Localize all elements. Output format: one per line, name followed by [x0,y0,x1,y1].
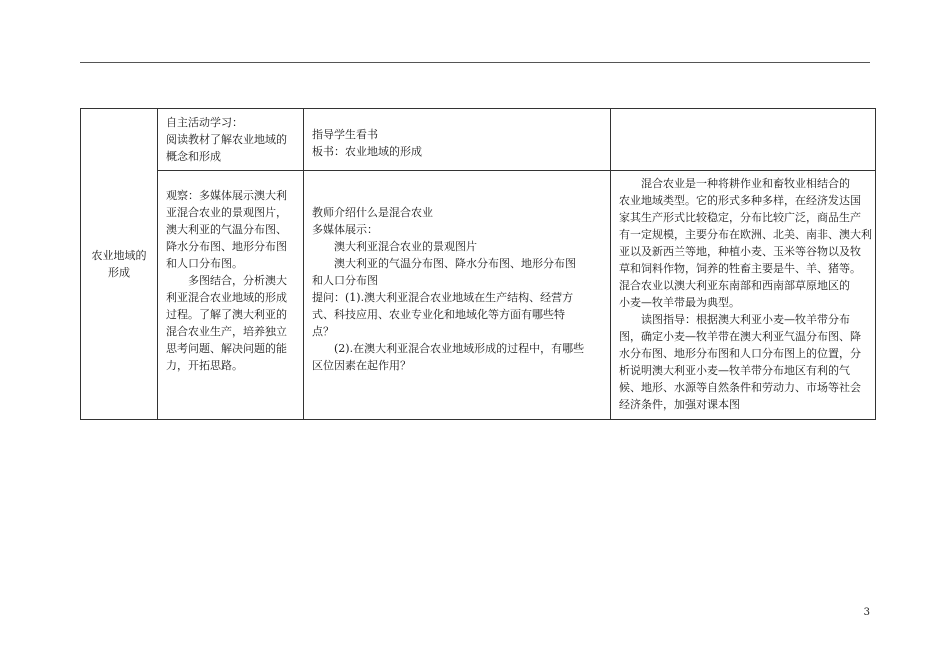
teacher-activity-line: 教师介绍什么是混合农业 [312,206,433,219]
teacher-activity-line: 指导学生看书 [312,128,378,141]
student-activity-line: 思考问题、解决问题的能 [166,342,287,355]
notes-line: 草和饲料作物，饲养的牲畜主要是牛、羊、猪等。 [619,262,861,275]
student-activity-line: 多图结合，分析澳大 [188,274,287,287]
teacher-activity-line: 板书：农业地域的形成 [312,145,422,158]
lesson-plan-table [80,108,876,420]
student-activity-line: 阅读教材了解农业地域的 [166,133,287,146]
student-activity-line: 观察：多媒体展示澳大利 [166,189,287,202]
student-activity-line: 过程。了解了澳大利亚的 [166,308,287,321]
table-row [81,109,876,171]
notes-line: 析说明澳大利亚小麦—牧羊带分布地区有利的气 [619,364,850,377]
header-rule [80,62,870,63]
teacher-activity-line: 点？ [312,325,334,338]
notes-line: 读图指导：根据澳大利亚小麦—牧羊带分布 [641,313,850,326]
student-activity-line: 降水分布图、地形分布图 [166,240,287,253]
notes-line: 混合农业是一种将耕作业和畜牧业相结合的 [641,177,850,190]
notes-line: 小麦—牧羊带最为典型。 [619,296,740,309]
notes-line: 亚以及新西兰等地，种植小麦、玉米等谷物以及牧 [619,245,861,258]
notes-line: 混合农业以澳大利亚东南部和西南部草原地区的 [619,279,850,292]
teacher-activity-line: 澳大利亚的气温分布图、降水分布图、地形分布图 [334,257,576,270]
teacher-activity-line: 提问：(1).澳大利亚混合农业地域在生产结构、经营方 [312,291,574,304]
teacher-activity-line: 多媒体展示： [312,223,378,236]
student-activity-cell [158,109,304,171]
notes-line: 农业地域类型。它的形式多种多样，在经济发达国 [619,194,861,207]
student-activity-line: 力，开拓思路。 [166,359,243,372]
teacher-activity-cell [304,109,611,171]
topic-label-line-2: 形成 [108,266,130,279]
student-activity-line: 和人口分布图。 [166,257,243,270]
notes-line: 水分布图、地形分布图和人口分布图上的位置，分 [619,347,861,360]
student-activity-line: 利亚混合农业地域的形成 [166,291,287,304]
teacher-activity-line: (2).在澳大利亚混合农业地域形成的过程中，有哪些 [334,342,585,355]
teacher-activity-cell [304,171,611,420]
notes-line: 经济条件，加强对课本图 [619,398,740,411]
teacher-activity-line: 区位因素在起作用？ [312,359,411,372]
notes-cell [611,171,876,420]
student-activity-line: 概念和形成 [166,150,221,163]
teacher-activity-line: 式、科技应用、农业专业化和地域化等方面有哪些特 [312,308,565,321]
notes-line: 图，确定小麦—牧羊带在澳大利亚气温分布图、降 [619,330,861,343]
student-activity-line: 澳大利亚的气温分布图、 [166,223,287,236]
notes-line: 家其生产形式比较稳定，分布比较广泛，商品生产 [619,211,861,224]
student-activity-line: 混合农业生产，培养独立 [166,325,287,338]
teacher-activity-line: 和人口分布图 [312,274,378,287]
notes-line: 有一定规模，主要分布在欧洲、北美、南非、澳大利 [619,228,872,241]
page-number: 3 [863,607,870,618]
topic-cell [81,109,158,420]
table-row [81,171,876,420]
notes-cell [611,109,876,171]
topic-label-line-1: 农业地域的 [91,249,147,262]
teacher-activity-line: 澳大利亚混合农业的景观图片 [334,240,477,253]
student-activity-line: 自主活动学习： [166,116,243,129]
notes-line: 候、地形、水源等自然条件和劳动力、市场等社会 [619,381,861,394]
student-activity-cell [158,171,304,420]
student-activity-line: 亚混合农业的景观图片， [166,206,287,219]
